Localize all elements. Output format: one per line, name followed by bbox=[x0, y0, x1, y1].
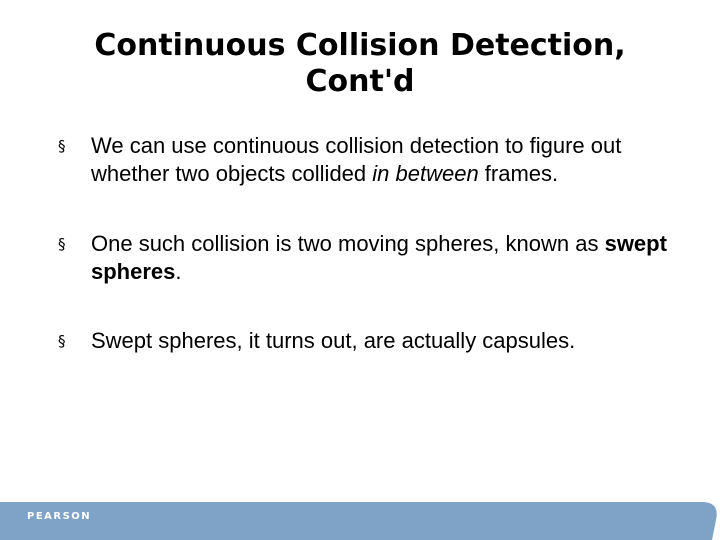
pearson-logo: PEARSON bbox=[27, 511, 92, 522]
bullet-text-plain: We can use continuous collision detection to figure out whether two objects collided bbox=[91, 133, 622, 186]
bullet-marker: § bbox=[58, 332, 66, 350]
bullet-text-italic: in between bbox=[372, 161, 479, 186]
bullet-marker: § bbox=[58, 235, 66, 253]
bullet-text-plain: frames. bbox=[478, 161, 559, 186]
bullet-text-bold: swept spheres bbox=[91, 231, 667, 284]
bullet-text-plain: . bbox=[175, 259, 182, 284]
title-line-2: Cont'd bbox=[305, 64, 415, 99]
footer-bar bbox=[0, 502, 720, 540]
footer-bar-shape bbox=[0, 502, 720, 540]
bullet-marker: § bbox=[58, 137, 66, 155]
title-line-1: Continuous Collision Detection, bbox=[94, 28, 626, 63]
bullet-text bbox=[91, 132, 691, 188]
bullet-text: Swept spheres, it turns out, are actually capsules. bbox=[91, 328, 576, 353]
bullet-text-plain: One such collision is two moving spheres, known as bbox=[91, 231, 605, 256]
bullet-text bbox=[91, 230, 691, 286]
